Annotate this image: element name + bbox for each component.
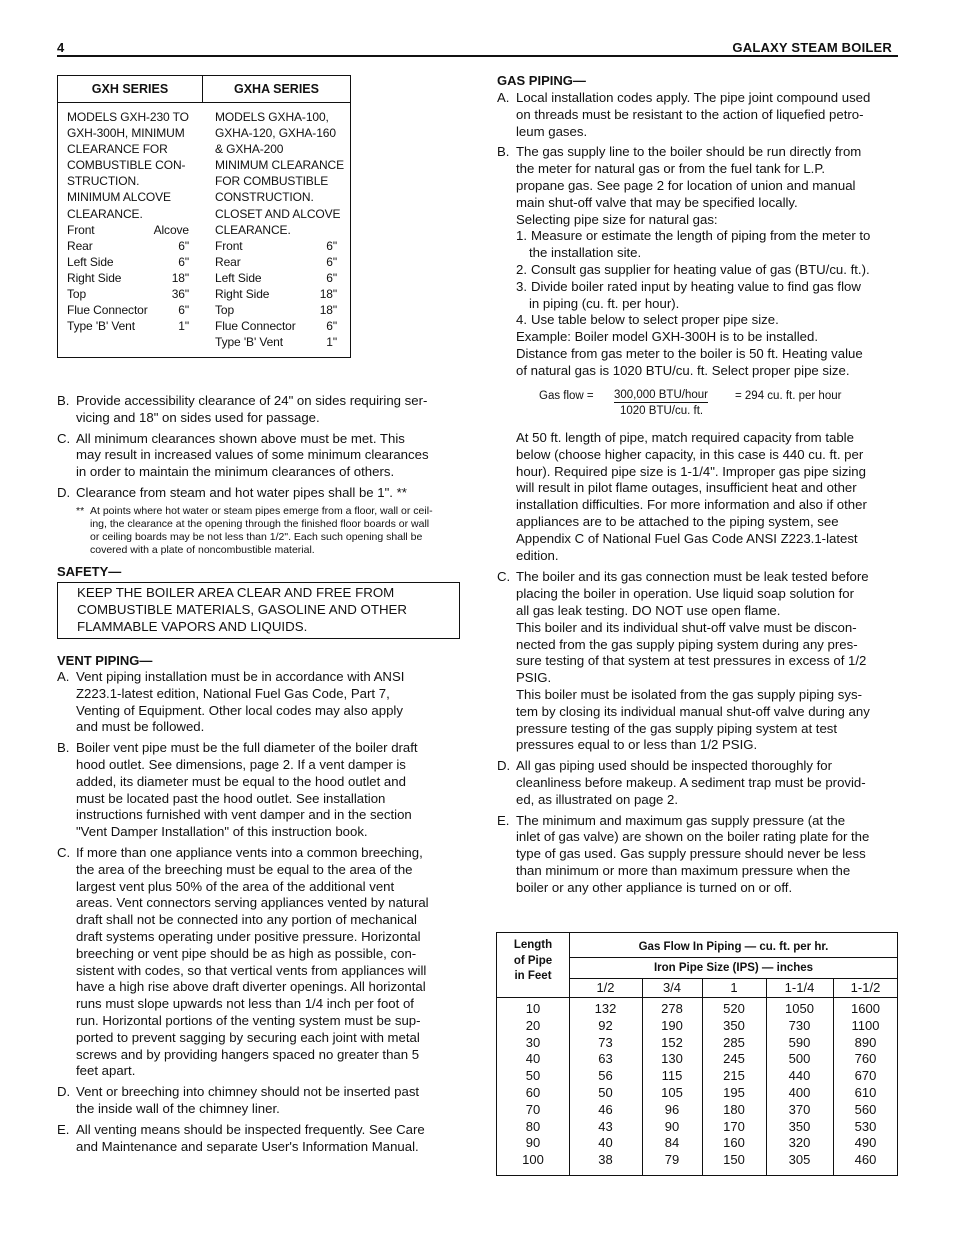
step-number: 3. bbox=[516, 278, 527, 294]
formula-result: = 294 cu. ft. per hour bbox=[735, 390, 842, 402]
gas-item-a bbox=[497, 90, 898, 140]
pipe-size-step bbox=[516, 262, 898, 279]
gxha-series-heading: GXHA SERIES bbox=[203, 76, 350, 103]
capacity-column bbox=[569, 1001, 642, 1169]
clearance-location: Left Side bbox=[215, 270, 262, 285]
gxha-clearance-column bbox=[215, 109, 344, 350]
clearance-value: 1" bbox=[178, 319, 189, 334]
capacity-cell: 38 bbox=[598, 1152, 613, 1168]
gas-item bbox=[497, 569, 898, 754]
gxh-series-heading: GXH SERIES bbox=[58, 76, 202, 103]
length-header-line: Length bbox=[513, 939, 553, 951]
explanation-line: Appendix C of National Fuel Gas Code ANSI Z223.1-latest bbox=[516, 530, 858, 546]
safety-line: COMBUSTIBLE MATERIALS, GASOLINE AND OTHER bbox=[77, 602, 408, 617]
item-text-line: in order to maintain the minimum clearances of others. bbox=[76, 464, 395, 480]
item-text-line: leum gases. bbox=[516, 123, 588, 139]
length-header-line: of Pipe bbox=[513, 954, 553, 967]
length-cell: 10 bbox=[525, 1001, 541, 1016]
clearance-row bbox=[215, 286, 337, 302]
item-text-line: the area of the breeching must be equal to the area of the bbox=[76, 861, 413, 877]
capacity-cell: 245 bbox=[723, 1051, 745, 1067]
capacity-cell: 90 bbox=[664, 1118, 680, 1134]
item-text-line: PSIG. bbox=[516, 670, 552, 686]
capacity-cell: 73 bbox=[598, 1034, 613, 1050]
safety-heading: SAFETY— bbox=[57, 564, 122, 579]
clearance-text-line: CONSTRUCTION. bbox=[215, 190, 314, 205]
item-text-line: may result in increased values of some minimum clearances bbox=[76, 447, 429, 463]
clearance-location: Type 'B' Vent bbox=[67, 319, 135, 334]
item-text-line: Vent piping installation must be in accordance with ANSI bbox=[76, 669, 405, 684]
capacity-cell: 1050 bbox=[785, 1001, 814, 1016]
capacity-cell: 150 bbox=[723, 1152, 745, 1168]
clearance-text-line: FOR COMBUSTIBLE bbox=[215, 174, 329, 189]
step-text-line: Measure or estimate the length of piping from the meter to bbox=[531, 228, 871, 244]
item-letter: C. bbox=[57, 844, 71, 860]
item-text-line: Z223.1-latest edition, National Fuel Gas Code, Part 7, bbox=[76, 685, 390, 701]
clearance-row bbox=[67, 238, 189, 254]
clearance-location: Rear bbox=[215, 254, 241, 269]
capacity-cell: 400 bbox=[788, 1084, 811, 1100]
capacity-cell: 610 bbox=[854, 1084, 877, 1100]
item-letter: C. bbox=[497, 569, 511, 585]
gas-flow-table bbox=[496, 932, 898, 1176]
clearance-text-line: STRUCTION. bbox=[67, 174, 140, 189]
item-text-line: All minimum clearances shown above must be met. This bbox=[76, 430, 405, 446]
clearance-text-line: CLOSET AND ALCOVE bbox=[215, 206, 341, 221]
clearance-value: 18" bbox=[319, 303, 337, 318]
item-text-line: instructions furnished with vent damper and in the section bbox=[76, 807, 412, 823]
explanation-line: appliances are to be attached to the piping system, see bbox=[516, 513, 839, 529]
item-text-line: The boiler and its gas connection must be leak tested before bbox=[516, 569, 869, 585]
clearance-location: Top bbox=[67, 287, 87, 302]
item-text-line: than minimum or more than maximum pressure when the bbox=[516, 862, 851, 878]
clearance-location: Rear bbox=[67, 238, 93, 253]
capacity-cell: 79 bbox=[664, 1152, 680, 1168]
explanation-line: hour). Required pipe size is 1-1/4". Improper gas pipe sizing bbox=[516, 463, 866, 479]
capacity-cell: 180 bbox=[723, 1101, 745, 1117]
vent-item bbox=[57, 740, 462, 841]
footnote-line: ing, the clearance at the opening through the finished floor boards or wall bbox=[90, 517, 430, 530]
footnote-text bbox=[90, 505, 462, 558]
capacity-cell: 115 bbox=[661, 1068, 683, 1084]
step-text-line: Consult gas supplier for heating value of gas (BTU/cu. ft.). bbox=[531, 261, 870, 277]
safety-line: FLAMMABLE VAPORS AND LIQUIDS. bbox=[77, 619, 308, 634]
clearance-location: Front bbox=[215, 238, 243, 253]
clearance-location: Right Side bbox=[215, 287, 270, 302]
capacity-cell: 96 bbox=[664, 1101, 680, 1117]
capacity-cell: 170 bbox=[723, 1118, 745, 1134]
capacity-cell: 350 bbox=[788, 1118, 811, 1134]
item-text-line: have a high rise above draft diverter openings. All horizontal bbox=[76, 979, 426, 995]
pipe-size-explanation bbox=[497, 430, 898, 564]
capacity-column bbox=[702, 1001, 766, 1169]
capacity-cell: 92 bbox=[598, 1017, 613, 1033]
capacity-column bbox=[833, 1001, 898, 1169]
gas-piping-continued bbox=[497, 430, 898, 901]
gas-item bbox=[497, 758, 898, 808]
capacity-cell: 195 bbox=[723, 1084, 745, 1100]
capacity-cell: 160 bbox=[723, 1135, 745, 1151]
clearance-text-line: CLEARANCE FOR bbox=[67, 142, 168, 157]
item-text-line: inlet of gas valve) are shown on the boiler rating plate for the bbox=[516, 829, 870, 845]
capacity-cell: 278 bbox=[661, 1001, 683, 1016]
item-text-line: This boiler must be isolated from the gas supply piping sys- bbox=[516, 686, 862, 702]
item-text-line: breeching or vent pipe should be as high as possible, con- bbox=[76, 945, 417, 961]
item-text-line: Local installation codes apply. The pipe joint compound used bbox=[516, 90, 871, 105]
item-text-line: ed, as illustrated on page 2. bbox=[516, 791, 679, 807]
safety-warning-box bbox=[57, 582, 460, 639]
capacity-cell: 460 bbox=[854, 1152, 877, 1168]
gas-piping-section bbox=[497, 90, 898, 380]
document-title: GALAXY STEAM BOILER bbox=[732, 40, 892, 55]
clearance-row bbox=[67, 318, 189, 334]
clearance-text-line: CLEARANCE. bbox=[67, 206, 143, 221]
vent-item bbox=[57, 845, 462, 1080]
pipe-size-step bbox=[516, 312, 898, 329]
table-hline bbox=[569, 957, 898, 958]
clearance-value: 1" bbox=[326, 335, 337, 350]
explanation-line: below (choose higher capacity, in this case is 440 cu. ft. per bbox=[516, 446, 864, 462]
item-text-line: type of gas used. Gas supply pressure should never be less bbox=[516, 846, 866, 862]
item-text-line: nected from the gas supply piping system during any pres- bbox=[516, 636, 858, 652]
capacity-cell: 305 bbox=[788, 1152, 811, 1168]
capacity-cell: 490 bbox=[854, 1135, 877, 1151]
clearance-items-list bbox=[57, 393, 462, 502]
clearance-value: 6" bbox=[326, 238, 337, 253]
clearance-location: Front bbox=[67, 222, 95, 237]
pipe-size-cell: 1 bbox=[730, 980, 738, 995]
item-text-line: All gas piping used should be inspected thoroughly for bbox=[516, 758, 832, 774]
item-letter: A. bbox=[57, 669, 70, 684]
clearance-notes bbox=[57, 393, 462, 558]
capacity-cell: 350 bbox=[723, 1017, 745, 1033]
item-letter: B. bbox=[57, 393, 70, 408]
gas-b-line: main shut-off valve that may be specified locally. bbox=[516, 194, 798, 210]
clearance-location: Top bbox=[215, 303, 235, 318]
clearance-row bbox=[67, 302, 189, 318]
vent-item bbox=[57, 1084, 462, 1118]
pipe-size-cell: 1-1/2 bbox=[850, 980, 881, 995]
item-text-line: on threads must be resistant to the action of liquefied petro- bbox=[516, 106, 864, 122]
clearance-value: 18" bbox=[171, 270, 189, 285]
item-text-line: and must be followed. bbox=[76, 719, 205, 735]
item-text-line: ported to prevent sagging by securing each joint with metal bbox=[76, 1029, 420, 1045]
page-number: 4 bbox=[57, 40, 65, 55]
item-text-line: This boiler and its individual shut-off valve must be discon- bbox=[516, 619, 857, 635]
gas-flow-header: Gas Flow In Piping — cu. ft. per hr. bbox=[638, 941, 829, 953]
clearance-value: 36" bbox=[171, 287, 189, 302]
gas-b-line: Selecting pipe size for natural gas: bbox=[516, 211, 718, 227]
clearance-location: Flue Connector bbox=[215, 319, 296, 334]
capacity-cell: 63 bbox=[598, 1051, 613, 1067]
length-cell: 100 bbox=[522, 1152, 544, 1168]
capacity-cell: 440 bbox=[788, 1068, 811, 1084]
pipe-size-cell: 3/4 bbox=[662, 980, 682, 995]
vent-piping-heading: VENT PIPING— bbox=[57, 653, 153, 668]
item-text-line: added, its diameter must be equal to the hood outlet and bbox=[76, 773, 406, 789]
clearance-text-line: & GXHA-200 bbox=[215, 142, 284, 157]
example-line: of natural gas is 1020 BTU/cu. ft. Select proper pipe size. bbox=[516, 362, 850, 378]
clearance-table bbox=[57, 75, 351, 358]
capacity-cell: 40 bbox=[598, 1135, 613, 1151]
item-letter: E. bbox=[497, 812, 510, 828]
capacity-cell: 890 bbox=[854, 1034, 877, 1050]
item-text-line: run. Horizontal portions of the venting system must be sup- bbox=[76, 1012, 421, 1028]
capacity-cell: 152 bbox=[661, 1034, 683, 1050]
capacity-cell: 320 bbox=[788, 1135, 811, 1151]
item-text-line: placing the boiler in operation. Use liquid soap solution for bbox=[516, 586, 854, 602]
capacity-cell: 215 bbox=[723, 1068, 745, 1084]
item-text-line: all gas leak testing. DO NOT use open flame. bbox=[516, 602, 781, 618]
clearance-text-line: MINIMUM ALCOVE bbox=[67, 190, 171, 205]
item-text-line: The minimum and maximum gas supply pressure (at the bbox=[516, 812, 846, 828]
header-rule bbox=[57, 55, 898, 57]
length-cell: 90 bbox=[525, 1135, 541, 1151]
item-text-line: cleanliness before makeup. A sediment trap must be provid- bbox=[516, 774, 866, 790]
clearance-value: 6" bbox=[326, 319, 337, 334]
clearance-text-line: COMBUSTIBLE CON- bbox=[67, 158, 186, 173]
vent-item bbox=[57, 1122, 462, 1156]
capacity-cell: 530 bbox=[854, 1118, 877, 1134]
capacity-cell: 190 bbox=[661, 1017, 683, 1033]
clearance-value: 6" bbox=[178, 303, 189, 318]
clearance-text-line: MINIMUM CLEARANCE bbox=[215, 158, 344, 173]
item-text-line: draft systems operating under positive pressure. Horizontal bbox=[76, 928, 421, 944]
step-number: 2. bbox=[516, 261, 527, 277]
footnote bbox=[57, 505, 462, 558]
length-header-line: in Feet bbox=[514, 970, 552, 982]
clearance-value: 6" bbox=[326, 254, 337, 269]
item-letter: C. bbox=[57, 430, 71, 446]
capacity-cell: 370 bbox=[788, 1101, 811, 1117]
item-text-line: screws and by providing hangers spaced no greater than 5 bbox=[76, 1046, 420, 1062]
footnote-line: or ceiling boards may be not less than 1/2". Each such opening shall be bbox=[90, 531, 423, 544]
formula-denominator: 1020 BTU/cu. ft. bbox=[620, 405, 704, 417]
clearance-text-line: GXH-300H, MINIMUM bbox=[67, 126, 185, 141]
example-line: Distance from gas meter to the boiler is 50 ft. Heating value bbox=[516, 345, 863, 361]
capacity-cell: 56 bbox=[598, 1068, 613, 1084]
capacity-cell: 285 bbox=[723, 1034, 745, 1050]
clearance-location: Type 'B' Vent bbox=[215, 335, 283, 350]
vent-item bbox=[57, 669, 462, 736]
table-hline bbox=[497, 997, 898, 998]
clearance-item bbox=[57, 485, 462, 502]
item-letter: A. bbox=[497, 90, 510, 105]
pipe-size-steps bbox=[516, 228, 898, 329]
table-hline bbox=[569, 978, 898, 979]
item-text-line: feet apart. bbox=[76, 1063, 136, 1079]
length-column bbox=[497, 1001, 569, 1169]
gas-item bbox=[497, 813, 898, 897]
clearance-row bbox=[215, 334, 337, 350]
clearance-item bbox=[57, 393, 462, 427]
capacity-cell: 50 bbox=[598, 1084, 613, 1100]
item-text-line: Venting of Equipment. Other local codes may also apply bbox=[76, 702, 403, 718]
item-letter: D. bbox=[57, 1084, 71, 1100]
length-cell: 60 bbox=[525, 1084, 541, 1100]
gxh-clearance-column bbox=[67, 109, 189, 334]
item-text-line: pressures equal to or less than 1/2 PSIG. bbox=[516, 737, 758, 753]
clearance-text-line: CLEARANCE. bbox=[215, 222, 291, 237]
step-text-line: in piping (cu. ft. per hour). bbox=[529, 295, 680, 311]
footnote-line: covered with a plate of noncombustible material. bbox=[90, 544, 315, 557]
length-cell: 20 bbox=[525, 1017, 541, 1033]
clearance-location: Left Side bbox=[67, 254, 114, 269]
vent-piping-items bbox=[57, 669, 462, 1155]
item-letter: D. bbox=[57, 484, 71, 500]
clearance-value: 6" bbox=[178, 238, 189, 253]
item-text-line: runs must slope upwards not less than 1/4 inch per foot of bbox=[76, 996, 414, 1012]
item-text-line: the inside wall of the chimney liner. bbox=[76, 1100, 280, 1116]
pipe-size-step bbox=[516, 228, 898, 262]
length-cell: 50 bbox=[525, 1068, 541, 1084]
capacity-cell: 105 bbox=[661, 1084, 683, 1100]
item-letter: D. bbox=[497, 758, 511, 774]
clearance-text-line: MODELS GXH-230 TO bbox=[67, 110, 189, 124]
step-number: 1. bbox=[516, 228, 527, 244]
pipe-size-step bbox=[516, 279, 898, 313]
clearance-row bbox=[215, 238, 337, 254]
clearance-row bbox=[215, 302, 337, 318]
item-letter: E. bbox=[57, 1121, 70, 1137]
capacity-cell: 1600 bbox=[851, 1001, 880, 1016]
item-text-line: If more than one appliance vents into a common breeching, bbox=[76, 844, 423, 860]
pipe-size-cell: 1/2 bbox=[596, 980, 615, 995]
formula-label: Gas flow = bbox=[539, 390, 594, 402]
clearance-text-line: MODELS GXHA-100, bbox=[215, 110, 329, 124]
clearance-row bbox=[215, 318, 337, 334]
capacity-cell: 132 bbox=[594, 1001, 617, 1016]
gas-b-line: propane gas. See page 2 for location of union and manual bbox=[516, 177, 856, 193]
length-cell: 40 bbox=[525, 1051, 541, 1067]
clearance-value: 18" bbox=[319, 287, 337, 302]
safety-line: KEEP THE BOILER AREA CLEAR AND FREE FROM bbox=[77, 585, 395, 600]
capacity-cell: 46 bbox=[598, 1101, 613, 1117]
step-text-line: Divide boiler rated input by heating value to find gas flow bbox=[531, 278, 861, 294]
clearance-row bbox=[67, 254, 189, 270]
clearance-value: 6" bbox=[326, 270, 337, 285]
item-text-line: hood outlet. See dimensions, page 2. If a vent damper is bbox=[76, 756, 406, 772]
pipe-size-example bbox=[516, 329, 898, 379]
gas-item-b bbox=[497, 144, 898, 379]
clearance-location: Flue Connector bbox=[67, 303, 148, 318]
item-text-line: All venting means should be inspected frequently. See Care bbox=[76, 1121, 425, 1137]
gas-item bbox=[497, 90, 898, 140]
clearance-row bbox=[67, 286, 189, 302]
formula-numerator: 300,000 BTU/hour bbox=[614, 389, 708, 401]
item-text-line: draft shall not be connected into any portion of mechanical bbox=[76, 912, 417, 928]
clearance-row bbox=[215, 270, 337, 286]
length-cell: 70 bbox=[525, 1101, 541, 1117]
capacity-cell: 1100 bbox=[851, 1017, 880, 1033]
capacity-cell: 560 bbox=[854, 1101, 877, 1117]
length-cell: 80 bbox=[525, 1118, 541, 1134]
clearance-value: 6" bbox=[178, 254, 189, 269]
item-text-line: largest vent plus 50% of the area of the additional vent bbox=[76, 878, 395, 894]
item-text-line: "Vent Damper Installation" of this instruction book. bbox=[76, 824, 368, 840]
item-text-line: vicing and 18" on sides used for passage. bbox=[76, 409, 320, 425]
capacity-cell: 590 bbox=[788, 1034, 811, 1050]
gas-item-b-text bbox=[516, 144, 898, 228]
clearance-item bbox=[57, 431, 462, 481]
item-letter: B. bbox=[57, 740, 70, 756]
item-text-line: Clearance from steam and hot water pipes shall be 1". ** bbox=[76, 484, 407, 500]
capacity-cell: 520 bbox=[723, 1001, 745, 1016]
item-text-line: and Maintenance and separate User's Information Manual. bbox=[76, 1138, 419, 1154]
item-text-line: areas. Vent connectors serving appliances vented by natural bbox=[76, 895, 429, 911]
capacity-cell: 84 bbox=[664, 1135, 680, 1151]
clearance-value: Alcove bbox=[153, 222, 189, 237]
item-text-line: Vent or breeching into chimney should not be inserted past bbox=[76, 1084, 420, 1100]
gas-b-line: the meter for natural gas or from the fuel tank for L.P. bbox=[516, 161, 826, 177]
capacity-cell: 43 bbox=[598, 1118, 613, 1134]
capacity-cell: 730 bbox=[788, 1017, 811, 1033]
capacity-column bbox=[642, 1001, 702, 1169]
capacity-column bbox=[766, 1001, 833, 1169]
item-text-line: pressure testing of the gas supply piping system at test bbox=[516, 720, 838, 736]
item-text-line: sistent with codes, so that vertical vents from appliances will bbox=[76, 962, 427, 978]
capacity-cell: 500 bbox=[788, 1051, 811, 1067]
item-text-line: boiler or any other appliance is turned on or off. bbox=[516, 879, 793, 895]
pipe-size-cell: 1-1/4 bbox=[784, 980, 815, 995]
column-divider bbox=[202, 76, 203, 103]
example-line: Example: Boiler model GXH-300H is to be installed. bbox=[516, 329, 818, 345]
clearance-row bbox=[67, 270, 189, 286]
item-text-line: sure testing of that system at test pressures in excess of 1/2 bbox=[516, 653, 867, 669]
item-letter: B. bbox=[497, 144, 510, 160]
step-number: 4. bbox=[516, 312, 527, 328]
capacity-cell: 760 bbox=[854, 1051, 877, 1067]
length-header bbox=[497, 938, 569, 985]
clearance-row bbox=[67, 222, 189, 238]
clearance-text-line: GXHA-120, GXHA-160 bbox=[215, 126, 336, 141]
item-text-line: Provide accessibility clearance of 24" on sides requiring ser- bbox=[76, 393, 428, 408]
footnote-mark: ** bbox=[76, 504, 85, 517]
item-text-line: Boiler vent pipe must be the full diameter of the boiler draft bbox=[76, 740, 418, 756]
item-text-line: must be located past the hood outlet. See installation bbox=[76, 790, 386, 806]
item-text-line: tem by closing its individual manual shut-off valve during any bbox=[516, 703, 870, 719]
vent-piping-section bbox=[57, 669, 462, 1159]
step-text-line: the installation site. bbox=[529, 245, 642, 261]
explanation-line: will result in pilot flame outages, insufficient heat and other bbox=[516, 480, 857, 496]
explanation-line: installation difficulties. For more information and also if other bbox=[516, 497, 867, 513]
explanation-line: At 50 ft. length of pipe, match required capacity from table bbox=[516, 430, 854, 445]
length-cell: 30 bbox=[525, 1034, 541, 1050]
gas-items-c-e bbox=[497, 569, 898, 896]
explanation-line: edition. bbox=[516, 547, 559, 563]
footnote-line: At points where hot water or steam pipes emerge from a floor, wall or ceil- bbox=[90, 504, 433, 517]
capacity-cell: 670 bbox=[854, 1068, 877, 1084]
capacity-cell: 130 bbox=[661, 1051, 683, 1067]
step-text-line: Use table below to select proper pipe size. bbox=[531, 312, 779, 328]
clearance-location: Right Side bbox=[67, 270, 122, 285]
gas-b-line: The gas supply line to the boiler should be run directly from bbox=[516, 144, 862, 160]
clearance-row bbox=[215, 254, 337, 270]
pipe-size-header: Iron Pipe Size (IPS) — inches bbox=[653, 962, 814, 974]
gas-piping-heading: GAS PIPING— bbox=[497, 73, 586, 88]
